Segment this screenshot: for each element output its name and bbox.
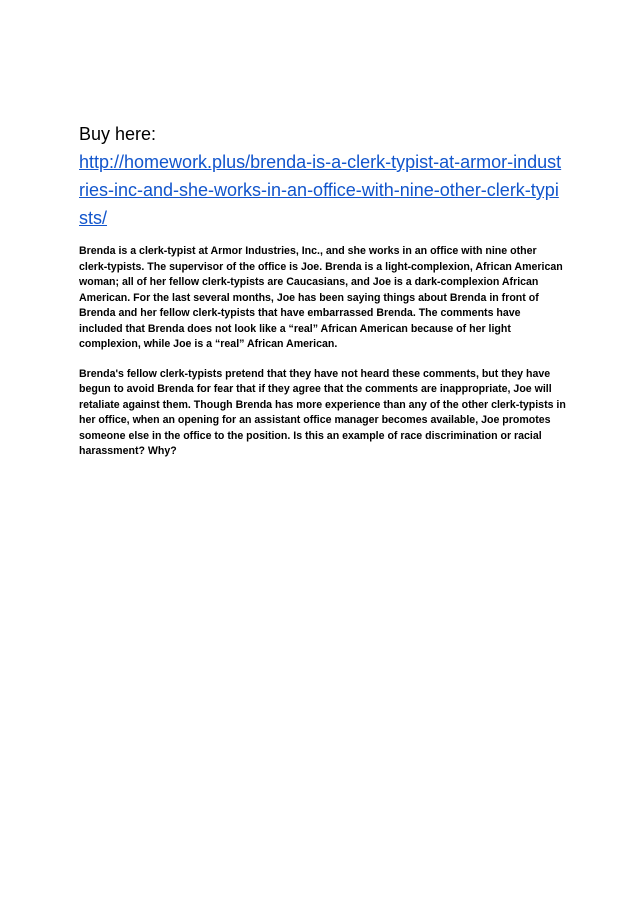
buy-here-link[interactable]: http://homework.plus/brenda-is-a-clerk-typist-at-armor-industries-inc-and-she-works-in-an-office-with-nine-other-clerk-typists/ bbox=[79, 152, 562, 228]
scenario-paragraph-2: Brenda's fellow clerk-typists pretend that they have not heard these comments, but they have begun to avoid Brenda for fear that if they agree that the comments are inappropriate, Joe will retaliate against them. Though Brenda has more experience than any of the other clerk-typists in her office, when an opening for an assistant office manager becomes available, Joe promotes someone else in the office to the position. Is this an example of race discrimination or racial harassment? Why? bbox=[79, 367, 566, 457]
scenario-paragraph-1: Brenda is a clerk-typist at Armor Industries, Inc., and she works in an office with nine other clerk-typists. The supervisor of the office is Joe. Brenda is a light-complexion, African American woman; all of her fellow clerk-typists are Caucasians, and Joe is a dark-complexion African American. For the last several months, Joe has been saying things about Brenda in front of Brenda and her fellow clerk-typists that have embarrassed Brenda. The comments have included that Brenda does not look like a “real” African American because of her light complexion, while Joe is a “real” African American. bbox=[79, 245, 563, 350]
buy-here-label: Buy here: bbox=[79, 124, 157, 144]
document-body bbox=[79, 120, 569, 474]
